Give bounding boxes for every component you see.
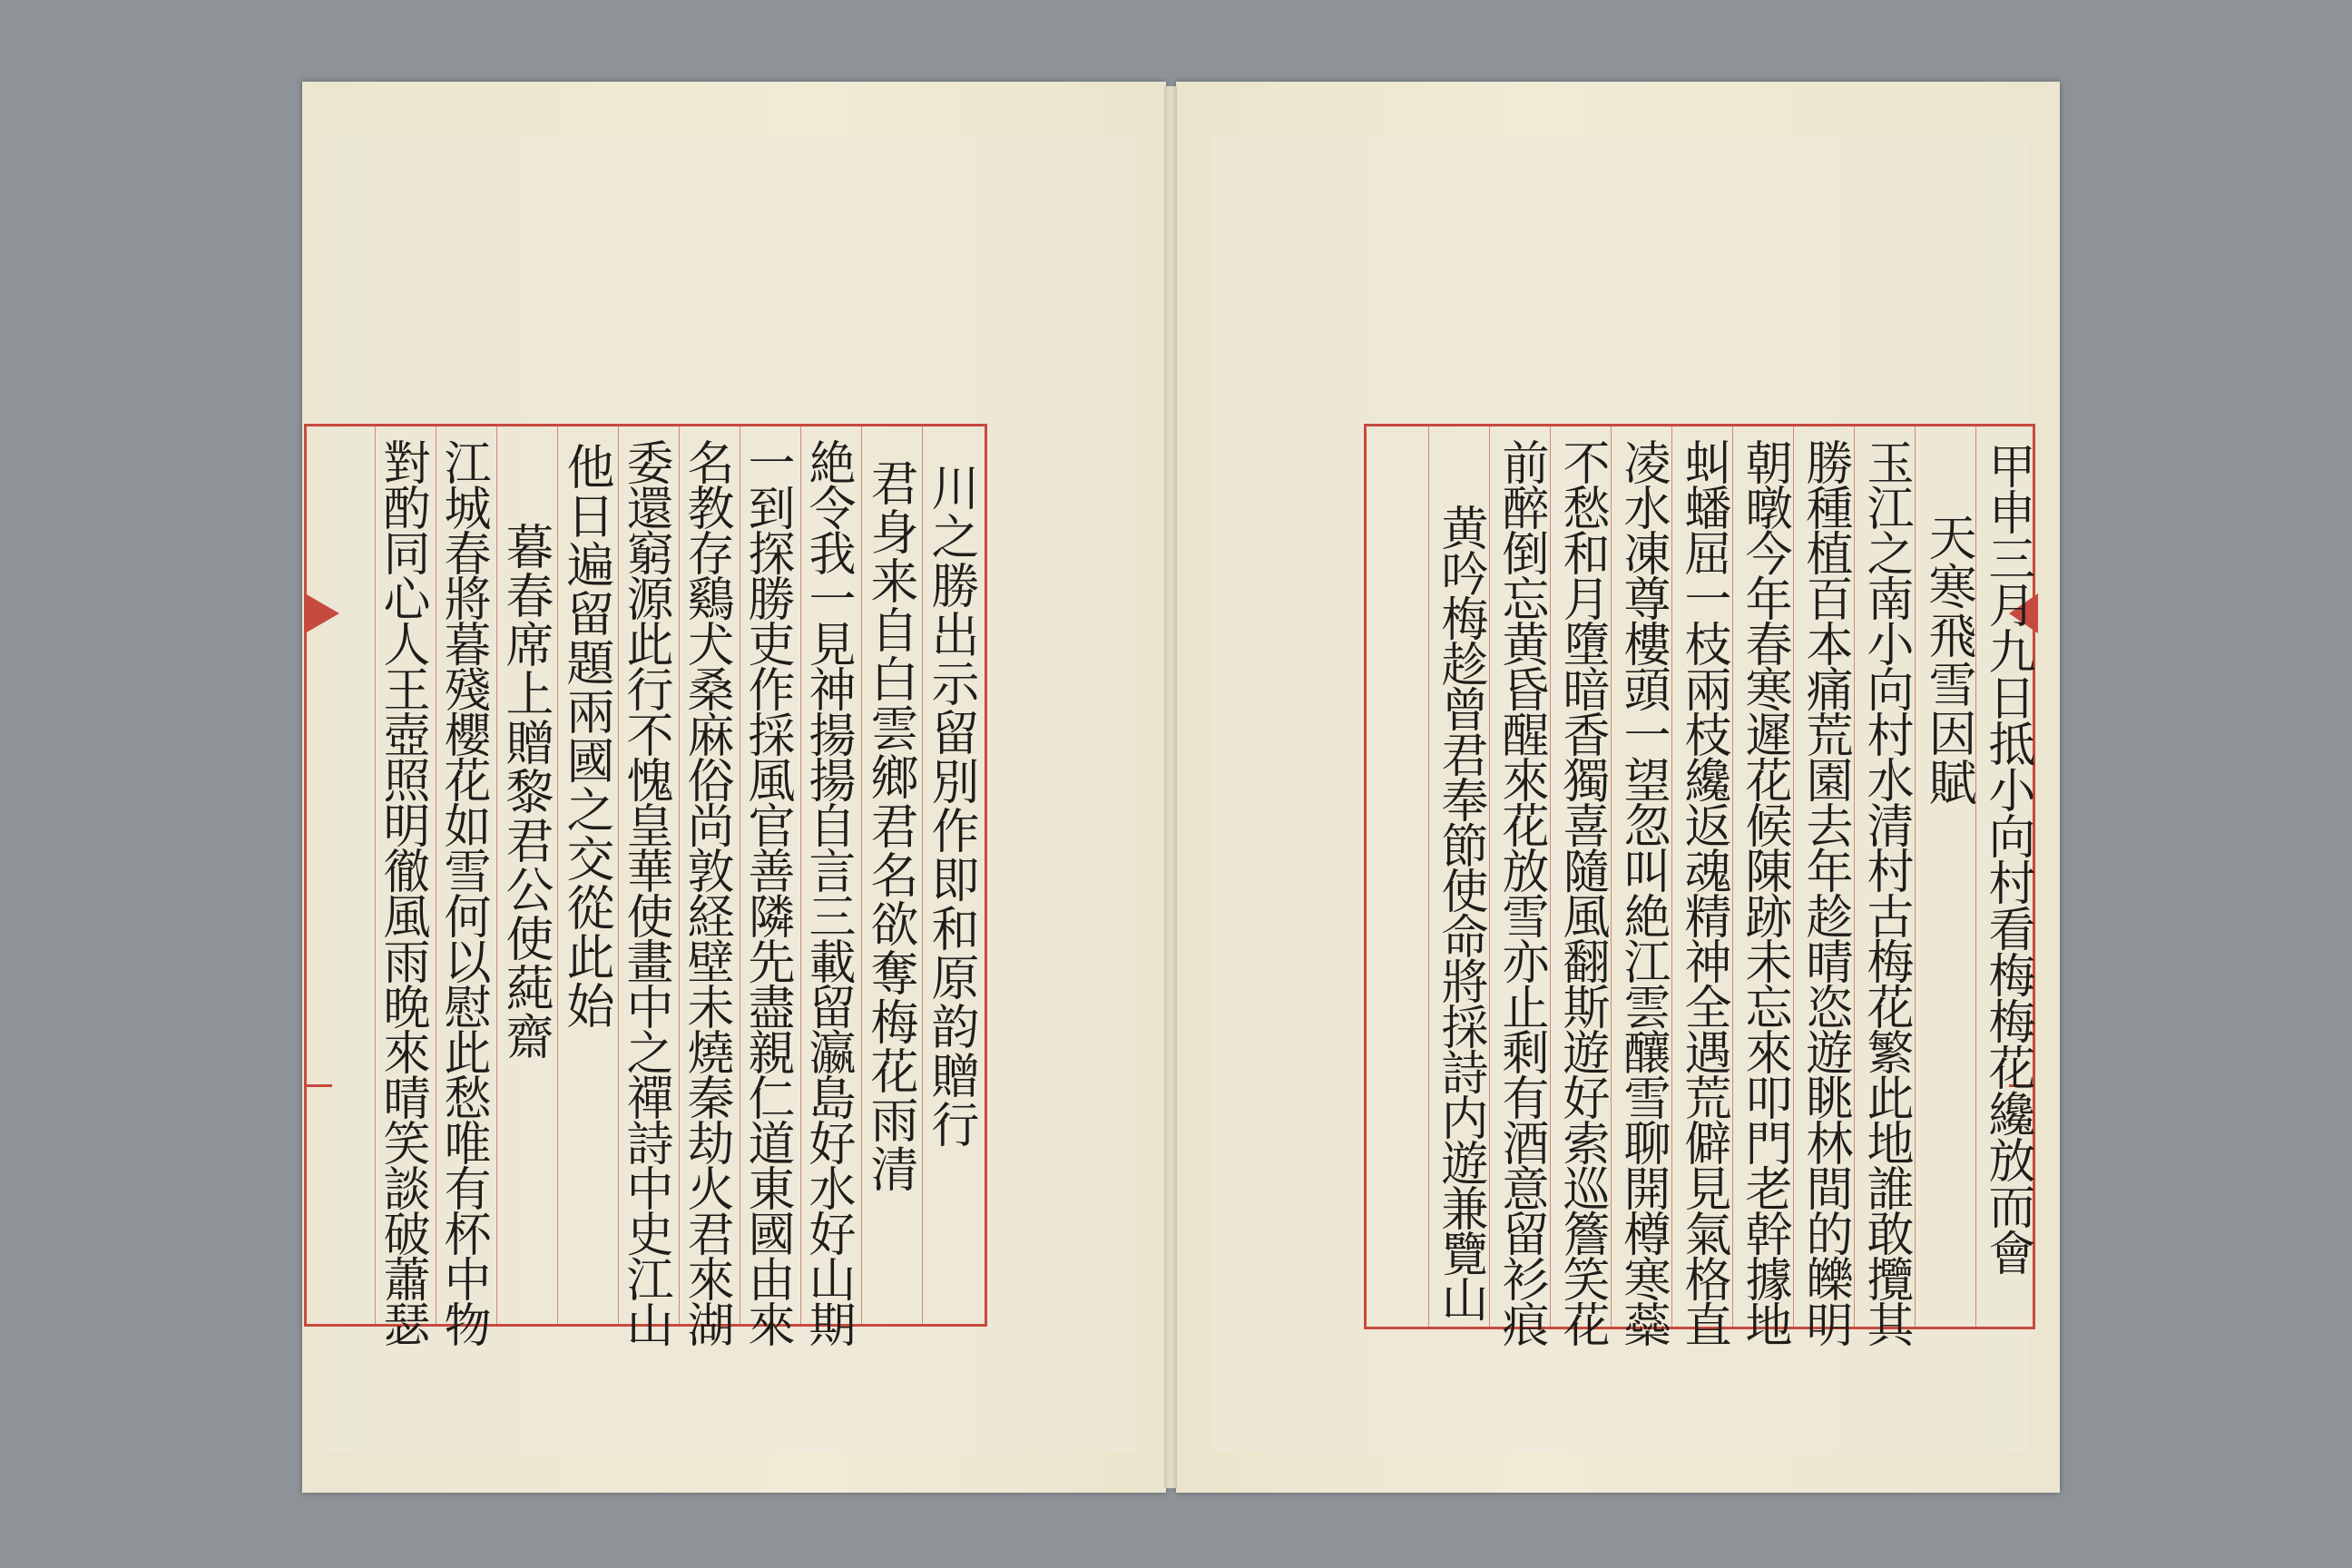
right-column-10: 黄吟梅趁曾君奉節使命將採詩内遊兼覽山 (1433, 504, 1487, 1320)
left-column-5: 名教存鷄犬桑麻俗尚敦経壁未燒秦劫火君來湖 (679, 438, 733, 1346)
left-column-4: 一到探勝吏作採風官善隣先盡親仁道東國由來 (740, 438, 794, 1346)
right-column-6: 虯蟠屈一枝兩枝纔返魂精神全遇荒僻見氣格直 (1676, 438, 1730, 1346)
left-margin-tick (305, 1084, 332, 1087)
left-column-9: 江城春將暮殘櫻花如雪何以慰此愁唯有杯中物 (436, 438, 490, 1346)
left-column-3: 絶令我一見神揚揚自言三載留瀛島好水好山期 (800, 438, 855, 1346)
right-column-8: 不愁和月墮暗香獨喜隨風翻斯遊好索巡簷笑花 (1554, 438, 1609, 1346)
right-column-1: 甲申三月九日抵小向村看梅梅花纔放而會 (1980, 442, 2034, 1275)
left-column-2: 君身来自白雲鄉君名欲奪梅花雨清 (863, 458, 918, 1193)
left-fishtail-mark (305, 593, 339, 633)
column-rule (1428, 426, 1429, 1327)
left-column-1: 川之勝出示留別作即和原韵贈行 (924, 463, 979, 1149)
left-column-6: 委還窮源此行不愧皇華使畫中之禪詩中史江山 (618, 438, 672, 1346)
right-column-4: 勝種植百本痛荒園去年趁晴恣遊眺林間的皪明 (1798, 438, 1852, 1346)
left-column-7: 他日遍留題兩國之交從此始 (559, 442, 614, 1030)
right-column-9: 前醉倒忘黄昏醒來花放雪亦止剩有酒意留衫痕 (1494, 438, 1548, 1346)
left-column-8: 暮春席上贈黎君公使蒓齋 (498, 522, 554, 1061)
right-column-7: 凌水凍尊樓頭一望忽叫絶江雲釀雪聊開樽寒蘂 (1615, 438, 1670, 1346)
left-column-10: 對酌同心人王壺照明徹風雨晚來晴笑談破蕭瑟 (375, 438, 429, 1346)
book-spine (1164, 86, 1177, 1488)
right-column-3: 玉江之南小向村水清村古梅花繁此地誰敢攬其 (1858, 438, 1913, 1346)
right-column-5: 朝暾今年春寒遲花候陳跡未忘來叩門老幹據地 (1737, 438, 1791, 1346)
right-column-2: 天寒飛雪因賦 (1921, 513, 1976, 807)
